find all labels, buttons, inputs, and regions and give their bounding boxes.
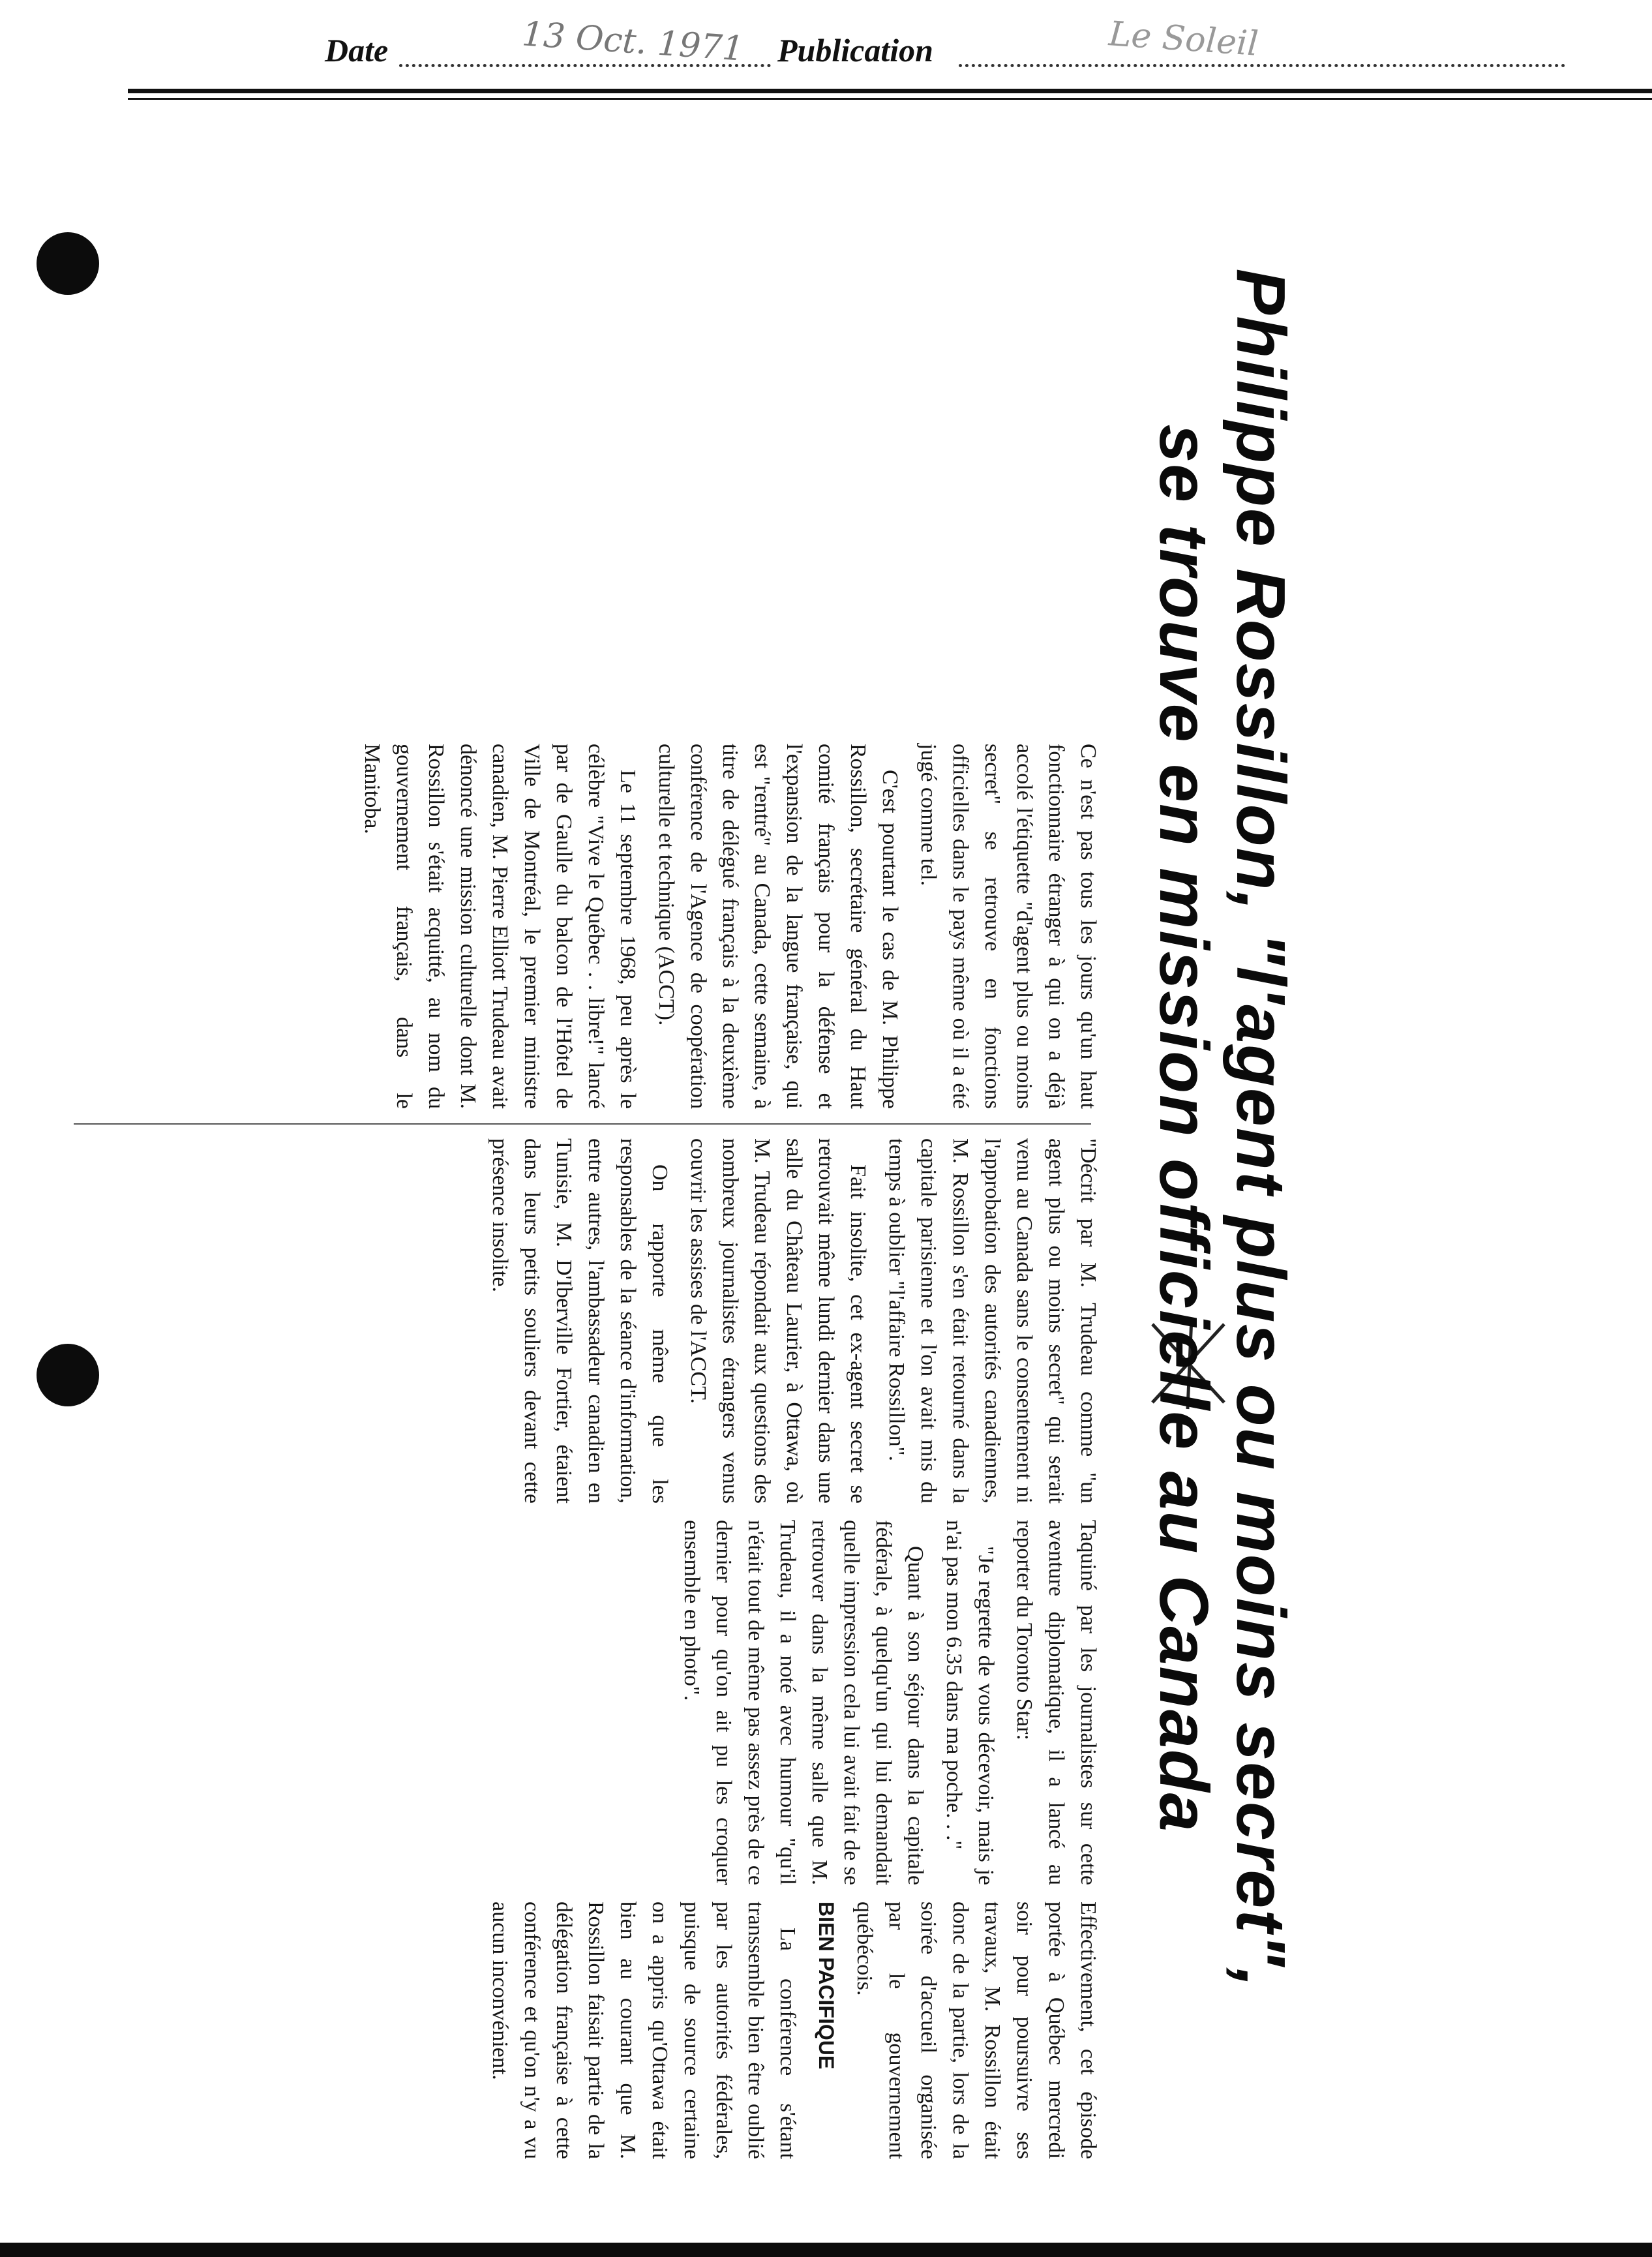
column-divider bbox=[74, 1123, 1091, 1125]
article-column-1 bbox=[61, 744, 1104, 1109]
article-column-3 bbox=[61, 1520, 1104, 1885]
subheading: BIEN PACIFIQUE bbox=[815, 1901, 838, 2070]
paragraph: C'est pourtant le cas de M. Philippe Rossillon, secrétaire général du Haut comité français pour la défense et l'expansion de la langue française, qui est "rentré" au Canada, cette semaine, à titre de délégué français à la deuxième conférence de l'Agence de coopération culturelle et technique (ACCT). bbox=[654, 744, 902, 1109]
paragraph: Effectivement, cet épisode portée à Québec mercredi soir pour poursuivre ses travaux, M. Rossillon était donc de la partie, lors de la soirée d'accueil organisée par le gouvernement québécois. bbox=[852, 1901, 1100, 2159]
article-column-2 bbox=[61, 1138, 1104, 1504]
newspaper-article bbox=[48, 91, 1300, 2166]
paragraph: Ce n'est pas tous les jours qu'un haut fonctionnaire étranger à qui on a déjà accolé l'étiquette "d'agent plus ou moins secret" se retrouve en fonctions officielles dans le pays même où il a été jugé comme tel. bbox=[916, 744, 1100, 1109]
headline-line-1: Philippe Rossillon, "l'agent plus ou moins secret", bbox=[1222, 268, 1299, 1989]
article-column-4 bbox=[61, 1901, 1104, 2159]
paragraph: La conférence s'étant transsemble bien être oublié par les autorités fédérales, puisque de source certaine on a appris qu'Ottawa était bien au courant que M. Rossillon faisait partie de la délégation française à cette conférence et qu'on n'y a vu aucun inconvénient. bbox=[488, 1901, 800, 2159]
paragraph: "Décrit par M. Trudeau comme "un agent plus ou moins secret" qui serait venu au Canada sans le consentement ni l'approbation des autorités canadiennes, M. Rossillon s'en était retourné dans la capitale parisienne et l'on avait mis du temps à oublier "l'affaire Rossillon". bbox=[884, 1138, 1100, 1504]
paragraph: "Je regrette de vous décevoir, mais je n'ai pas mon 6.35 dans ma poche. . ." bbox=[942, 1520, 998, 1885]
paragraph: Taquiné par les journalistes sur cette aventure diplomatique, il a lancé au reporter du Toronto Star: bbox=[1012, 1520, 1100, 1885]
date-handwritten: 13 Oct. 1971 bbox=[520, 14, 745, 69]
date-label: Date bbox=[325, 32, 389, 68]
article-columns bbox=[61, 91, 1104, 2166]
bottom-rule bbox=[0, 2243, 1652, 2257]
paragraph: Fait insolite, cet ex-agent secret se retrouvait même lundi dernier dans une salle du Château Laurier, à Ottawa, où M. Trudeau répondait aux questions des nombreux journalistes étrangers venus couvrir les assises de l'ACCT. bbox=[686, 1138, 870, 1504]
publication-dotted-line bbox=[959, 64, 1565, 67]
headline-line-2: se trouve en mission officielle au Canada bbox=[1145, 424, 1222, 1833]
paragraph: On rapporte même que les responsables de la séance d'information, entre autres, l'ambassadeur canadien en Tunisie, M. D'Iberville Fortier, étaient dans leurs petits souliers devant cette présence insolite. bbox=[488, 1138, 672, 1504]
paragraph: Le 11 septembre 1968, peu après le célèbre "Vive le Québec . . libre!" lancé par de Gaulle du balcon de l'Hôtel de Ville de Montréal, le premier ministre canadien, M. Pierre Elliott Trudeau avait dénoncé une mission culturelle dont M. Rossillon s'était acquitté, au nom du gouvernement français, dans le Manitoba. bbox=[360, 744, 640, 1109]
publication-handwritten: Le Soleil bbox=[1107, 14, 1260, 64]
paragraph: Quant à son séjour dans la capitale fédérale, à quelqu'un qui lui demandait quelle impression cela lui avait fait de se retrouver dans la même salle que M. Trudeau, il a noté avec humour "qu'il n'était tout de même pas assez près de ce dernier pour qu'on ait pu les croquer ensemble en photo". bbox=[680, 1520, 927, 1885]
publication-label: Publication bbox=[777, 32, 933, 68]
